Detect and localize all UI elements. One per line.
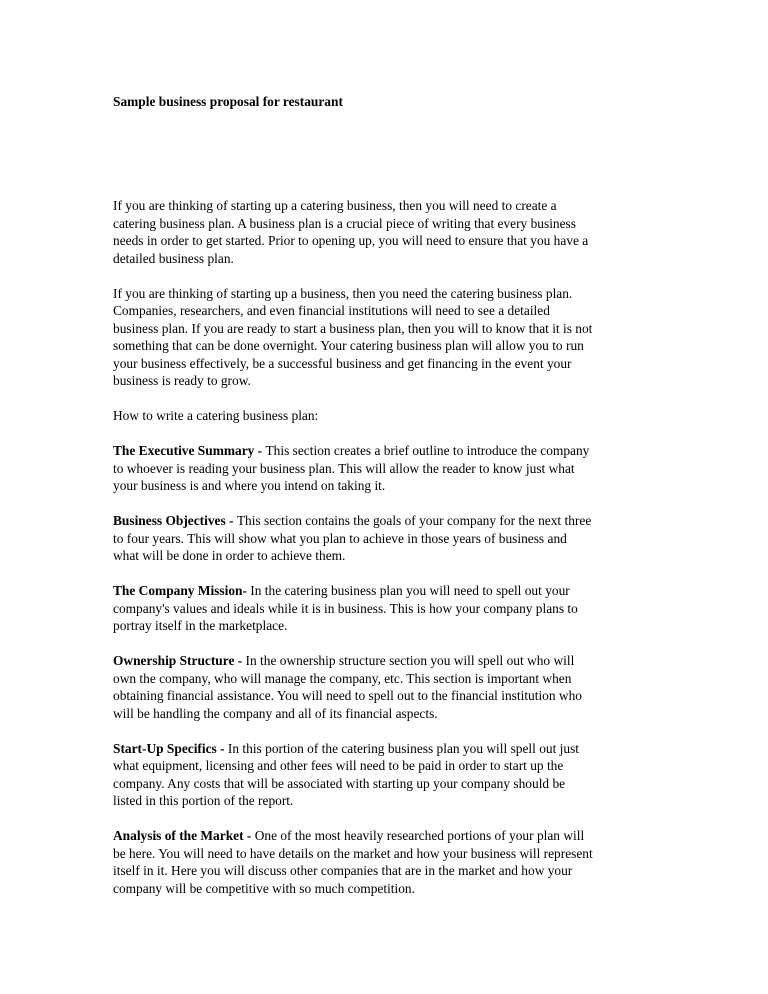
text-line: to four years. This will show what you plan to achieve in those years of business and	[113, 530, 567, 546]
text-line: listed in this portion of the report.	[113, 793, 294, 808]
text-line: portray itself in the marketplace.	[113, 618, 288, 633]
text-line: own the company, who will manage the company, etc. This section is important when	[113, 670, 572, 686]
text-line: your business effectively, be a successful business and get financing in the event your	[113, 355, 572, 371]
text-line: How to write a catering business plan:	[113, 408, 319, 423]
text-line: Companies, researchers, and even financial institutions will need to see a detailed	[113, 303, 550, 318]
text-line: itself in it. Here you will discuss other companies that are in the market and how your	[113, 863, 573, 878]
section-first-line	[113, 740, 661, 758]
section-first-line	[113, 442, 661, 460]
section-analysis-of-market	[113, 827, 661, 897]
text-line: company's values and ideals while it is in business. This is how your company plans to	[113, 600, 578, 616]
text-line: something that can be done overnight. Your catering business plan will allow you to run	[113, 338, 584, 353]
section-text: In this portion of the catering business plan you will spell out just	[227, 740, 580, 756]
section-text: This section contains the goals of your company for the next three	[236, 513, 592, 528]
text-line: If you are thinking of starting up a catering business, then you will need to create a	[113, 198, 557, 213]
document-body	[113, 197, 661, 915]
section-company-mission	[113, 582, 661, 635]
text-line: detailed business plan.	[113, 250, 234, 266]
text-line: will be handling the company and all of its financial aspects.	[113, 705, 438, 721]
section-first-line	[113, 582, 661, 600]
text-line: needs in order to get started. Prior to opening up, you will need to ensure that you have a	[113, 233, 589, 248]
intro-paragraph	[113, 197, 661, 267]
section-heading: The Executive Summary -	[113, 443, 266, 458]
text-line: business plan. If you are ready to start a business plan, then you will to know that it is not	[113, 320, 593, 336]
section-heading: Ownership Structure -	[113, 653, 246, 668]
section-first-line	[113, 652, 661, 670]
intro-paragraph	[113, 407, 661, 425]
document-title: Sample business proposal for restaurant	[113, 94, 343, 109]
text-line: business is ready to grow.	[113, 373, 251, 388]
section-text: This section creates a brief outline to introduce the company	[265, 443, 590, 458]
text-line: catering business plan. A business plan is a crucial piece of writing that every business	[113, 215, 576, 231]
section-first-line	[113, 512, 661, 530]
section-text: In the ownership structure section you will spell out who will	[245, 653, 575, 668]
text-line: company. Any costs that will be associated with starting up your company should be	[113, 775, 566, 791]
section-business-objectives	[113, 512, 661, 565]
section-ownership-structure	[113, 652, 661, 722]
section-heading: Business Objectives -	[113, 513, 237, 528]
text-line: what will be done in order to achieve them.	[113, 548, 346, 563]
text-line: be here. You will need to have details on the market and how your business will represent	[113, 845, 593, 861]
section-text: One of the most heavily researched portions of your plan will	[254, 828, 585, 843]
text-line: to whoever is reading your business plan. This will allow the reader to know just what	[113, 460, 575, 476]
section-executive-summary	[113, 442, 661, 495]
section-heading: Analysis of the Market -	[113, 828, 255, 843]
text-line: what equipment, licensing and other fees will need to be paid in order to start up the	[113, 758, 564, 773]
text-line: your business is and where you intend on taking it.	[113, 478, 386, 493]
section-text: In the catering business plan you will need to spell out your	[250, 583, 570, 598]
section-first-line	[113, 827, 661, 845]
section-start-up-specifics	[113, 740, 661, 810]
section-heading: The Company Mission-	[113, 583, 251, 598]
text-line: company will be competitive with so much competition.	[113, 880, 415, 896]
text-line: obtaining financial assistance. You will need to spell out to the financial institution who	[113, 688, 582, 703]
intro-paragraph	[113, 285, 661, 390]
section-heading: Start-Up Specifics -	[113, 740, 228, 756]
text-line: If you are thinking of starting up a business, then you need the catering business plan.	[113, 285, 573, 301]
